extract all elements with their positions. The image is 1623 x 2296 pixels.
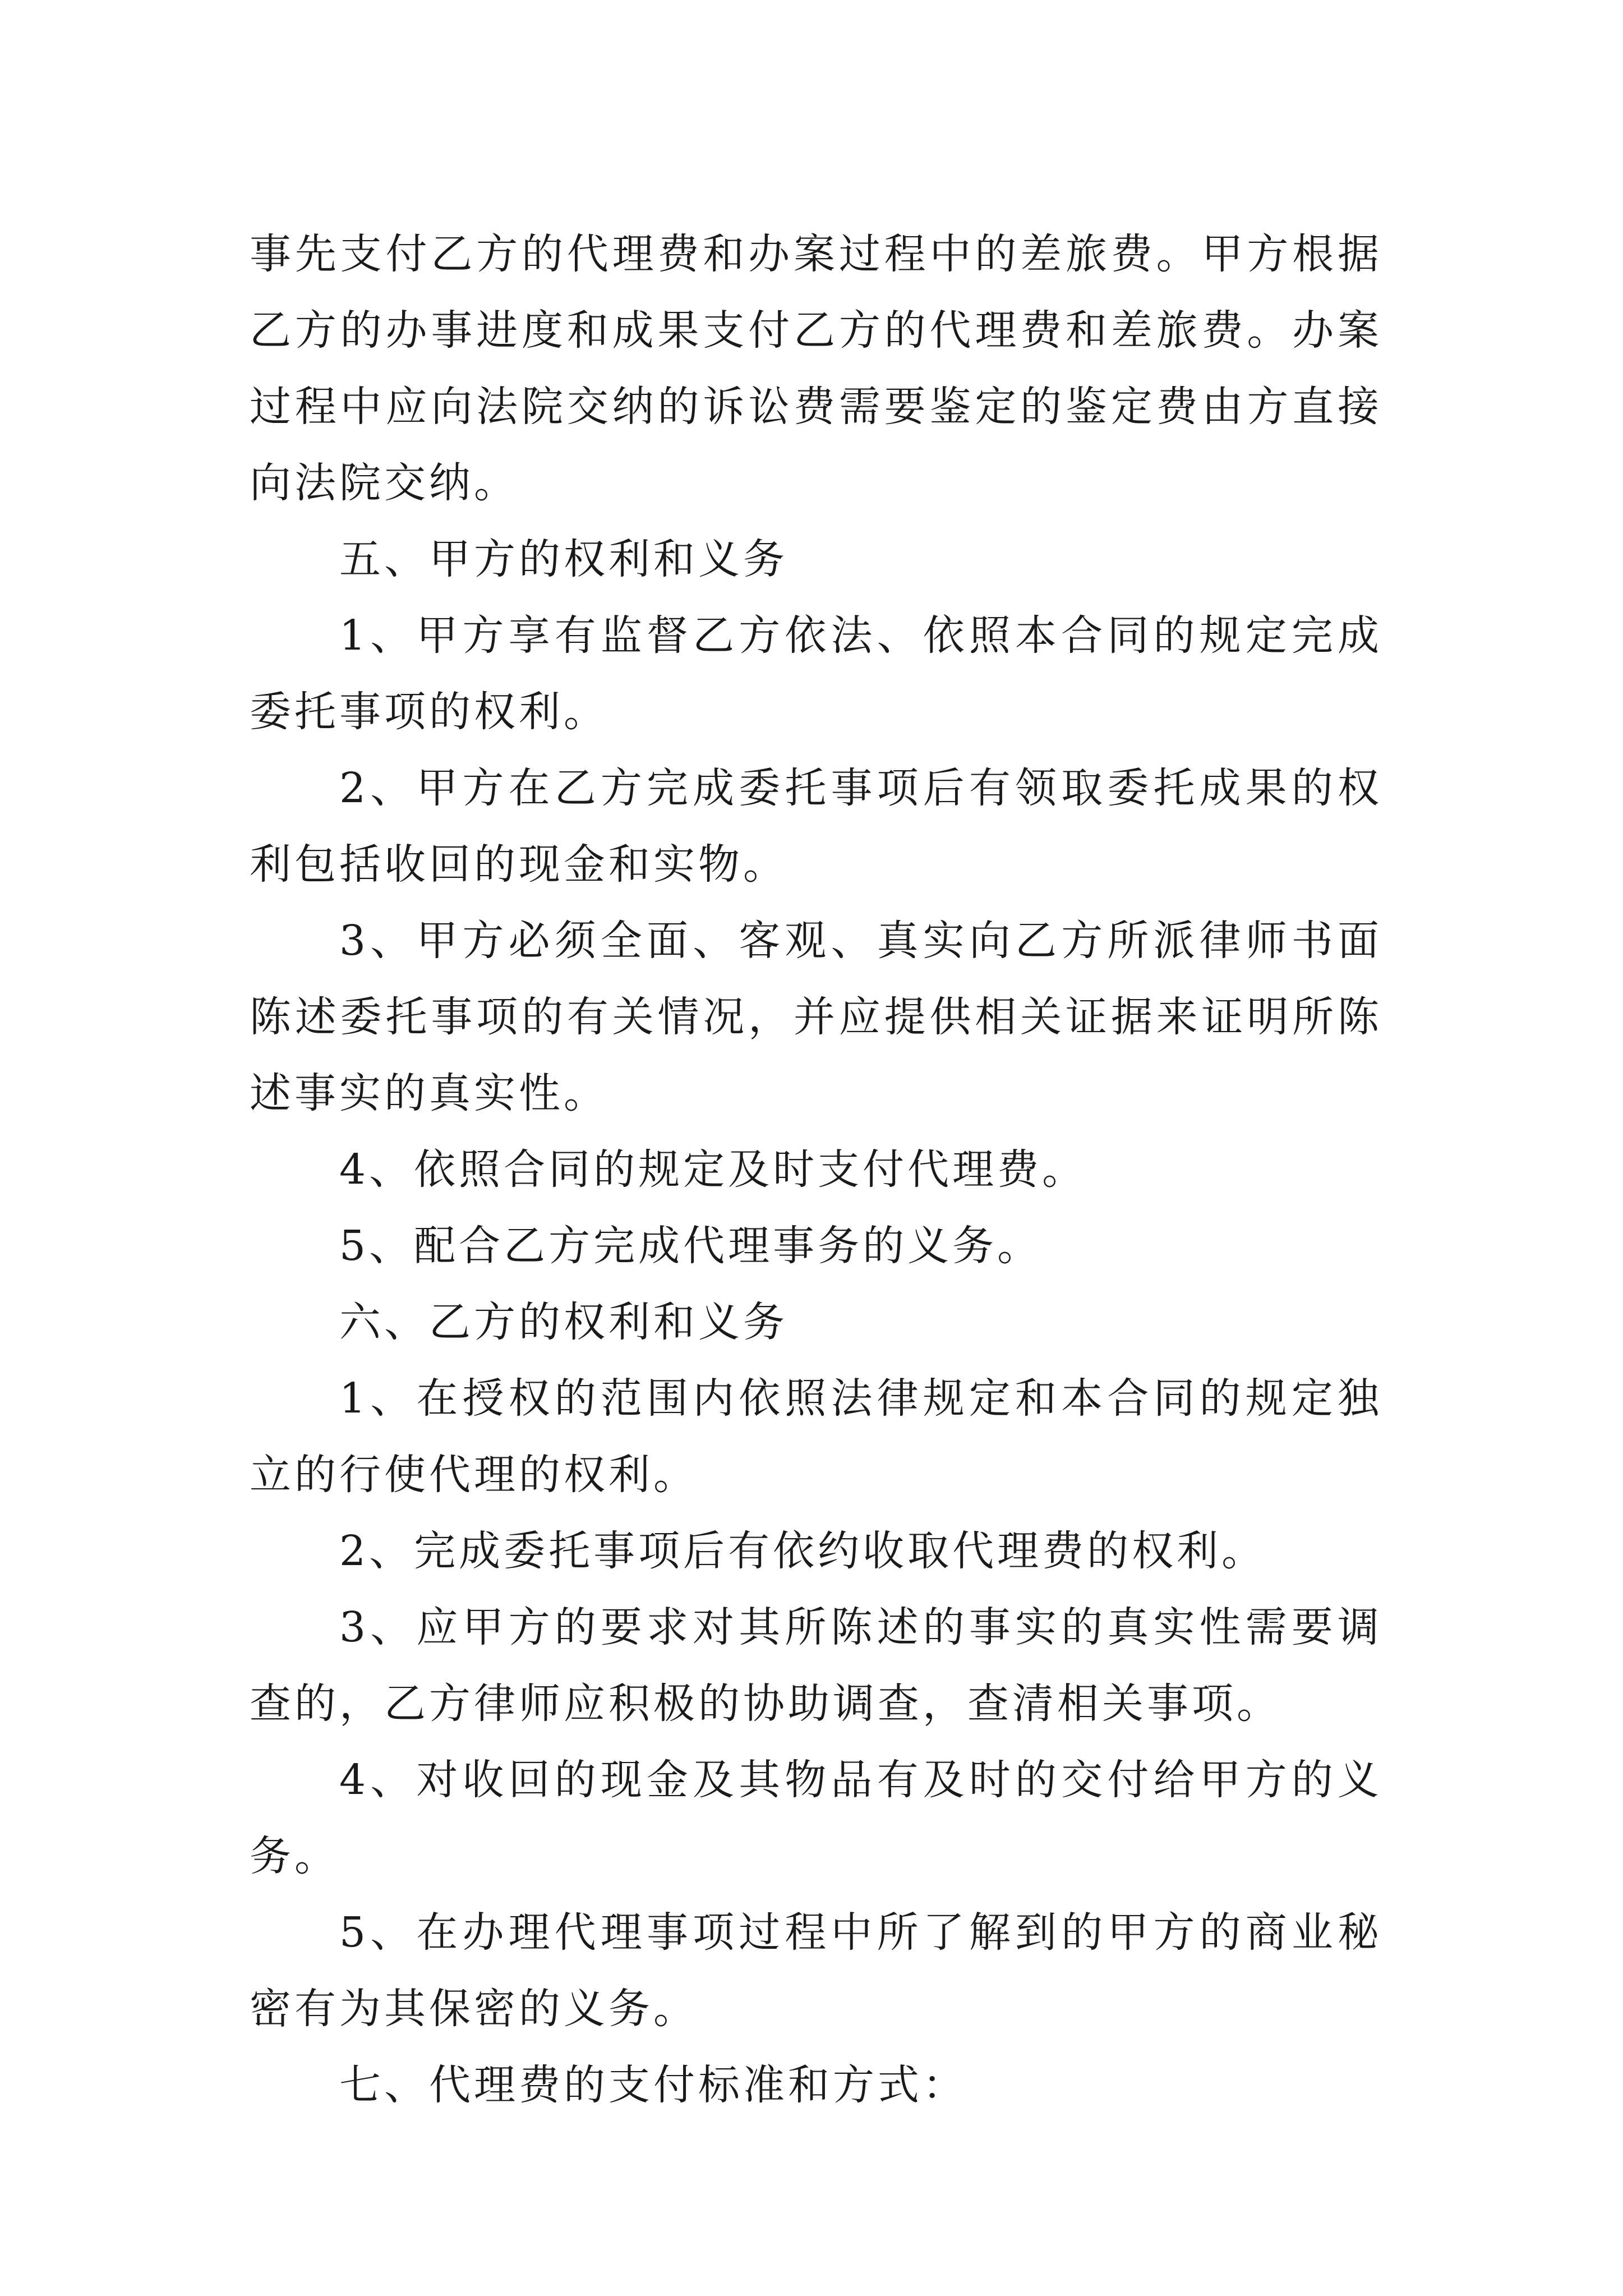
section-heading-party-a-rights: 五、甲方的权利和义务 — [339, 535, 788, 583]
paragraph-party-a-5: 5、配合乙方完成代理事务的义务。 — [339, 1222, 1043, 1270]
paragraph-party-a-1: 1、甲方享有监督乙方依法、依照本合同的规定完成委托事项的权利。 — [250, 611, 1382, 736]
paragraph-party-b-2: 2、完成委托事项后有依约收取代理费的权利。 — [339, 1527, 1267, 1575]
paragraph-party-a-3: 3、甲方必须全面、客观、真实向乙方所派律师书面陈述委托事项的有关情况，并应提供相关证据来证明所陈述事实的真实性。 — [250, 917, 1382, 1117]
paragraph-party-b-5: 5、在办理代理事项过程中所了解到的甲方的商业秘密有为其保密的义务。 — [250, 1908, 1382, 2033]
section-heading-party-b-rights: 六、乙方的权利和义务 — [339, 1298, 788, 1346]
paragraph-party-b-3: 3、应甲方的要求对其所陈述的事实的真实性需要调查的，乙方律师应积极的协助调查，查清相关事项。 — [250, 1603, 1382, 1728]
paragraph-party-b-4: 4、对收回的现金及其物品有及时的交付给甲方的义务。 — [250, 1756, 1382, 1880]
section-heading-fee-standard: 七、代理费的支付标准和方式： — [339, 2061, 967, 2109]
paragraph-party-a-4: 4、依照合同的规定及时支付代理费。 — [339, 1145, 1087, 1194]
paragraph-fee-payment: 事先支付乙方的代理费和办案过程中的差旅费。甲方根据乙方的办事进度和成果支付乙方的代理费和差旅费。办案过程中应向法院交纳的诉讼费需要鉴定的鉴定费由方直接向法院交纳。 — [250, 230, 1382, 507]
paragraph-party-b-1: 1、在授权的范围内依照法律规定和本合同的规定独立的行使代理的权利。 — [250, 1374, 1382, 1499]
document-body — [250, 216, 1382, 2123]
paragraph-party-a-2: 2、甲方在乙方完成委托事项后有领取委托成果的权利包括收回的现金和实物。 — [250, 764, 1382, 889]
